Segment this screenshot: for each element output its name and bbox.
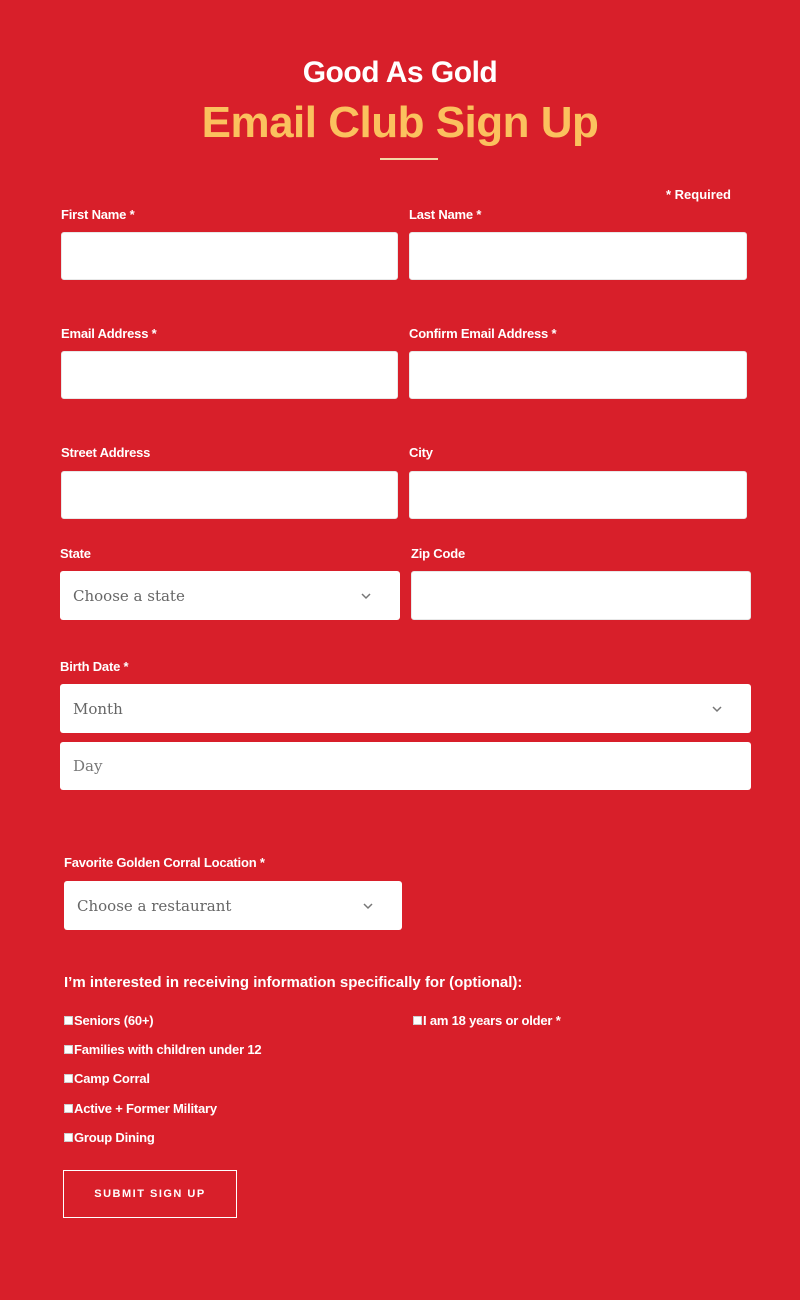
email-label: Email Address * <box>61 326 157 341</box>
chevron-down-icon <box>362 900 374 912</box>
street-address-input[interactable] <box>61 471 398 519</box>
required-note: * Required <box>665 187 731 202</box>
confirm-email-input[interactable] <box>409 351 747 399</box>
last-name-label: Last Name * <box>409 207 482 222</box>
age-confirm-checkbox[interactable] <box>413 1013 561 1028</box>
city-input[interactable] <box>409 471 747 519</box>
location-label: Favorite Golden Corral Location * <box>64 855 265 870</box>
checkbox-icon[interactable] <box>64 1045 73 1054</box>
submit-button[interactable]: SUBMIT SIGN UP <box>63 1170 237 1218</box>
checkbox-label: I am 18 years or older * <box>423 1013 561 1028</box>
checkbox-icon[interactable] <box>413 1016 422 1025</box>
checkbox-icon[interactable] <box>64 1016 73 1025</box>
checkbox-icon[interactable] <box>64 1133 73 1142</box>
interest-camp-corral-checkbox[interactable] <box>64 1071 150 1086</box>
state-select[interactable] <box>60 571 400 620</box>
last-name-input[interactable] <box>409 232 747 280</box>
restaurant-select[interactable] <box>64 881 402 930</box>
street-address-label: Street Address <box>61 445 151 460</box>
checkbox-label: Camp Corral <box>74 1071 150 1086</box>
city-label: City <box>409 445 433 460</box>
state-label: State <box>60 546 91 561</box>
birth-date-label: Birth Date * <box>60 659 129 674</box>
chevron-down-icon <box>711 703 723 715</box>
first-name-label: First Name * <box>61 207 135 222</box>
state-select-value: Choose a state <box>73 586 185 605</box>
zip-code-label: Zip Code <box>411 546 466 561</box>
checkbox-label: Active + Former Military <box>74 1101 217 1116</box>
interests-heading: I’m interested in receiving information specifically for (optional): <box>64 974 523 991</box>
checkbox-label: Group Dining <box>74 1130 155 1145</box>
email-input[interactable] <box>61 351 398 399</box>
zip-code-input[interactable] <box>411 571 751 620</box>
interest-seniors-checkbox[interactable] <box>64 1013 153 1028</box>
restaurant-select-value: Choose a restaurant <box>77 896 232 915</box>
title-divider <box>380 158 438 160</box>
checkbox-label: Seniors (60+) <box>74 1013 154 1028</box>
page-subtitle: Email Club Sign Up <box>201 98 599 147</box>
birth-day-placeholder: Day <box>73 757 103 775</box>
interest-families-checkbox[interactable] <box>64 1042 261 1057</box>
chevron-down-icon <box>360 590 372 602</box>
confirm-email-label: Confirm Email Address * <box>409 326 557 341</box>
interest-group-dining-checkbox[interactable] <box>64 1130 155 1145</box>
checkbox-label: Families with children under 12 <box>74 1042 262 1057</box>
birth-day-input[interactable] <box>60 742 751 790</box>
birth-month-value: Month <box>73 699 123 718</box>
interest-military-checkbox[interactable] <box>64 1101 217 1116</box>
first-name-input[interactable] <box>61 232 398 280</box>
birth-month-select[interactable] <box>60 684 751 733</box>
checkbox-icon[interactable] <box>64 1104 73 1113</box>
page-title: Good As Gold <box>302 56 498 89</box>
checkbox-icon[interactable] <box>64 1074 73 1083</box>
